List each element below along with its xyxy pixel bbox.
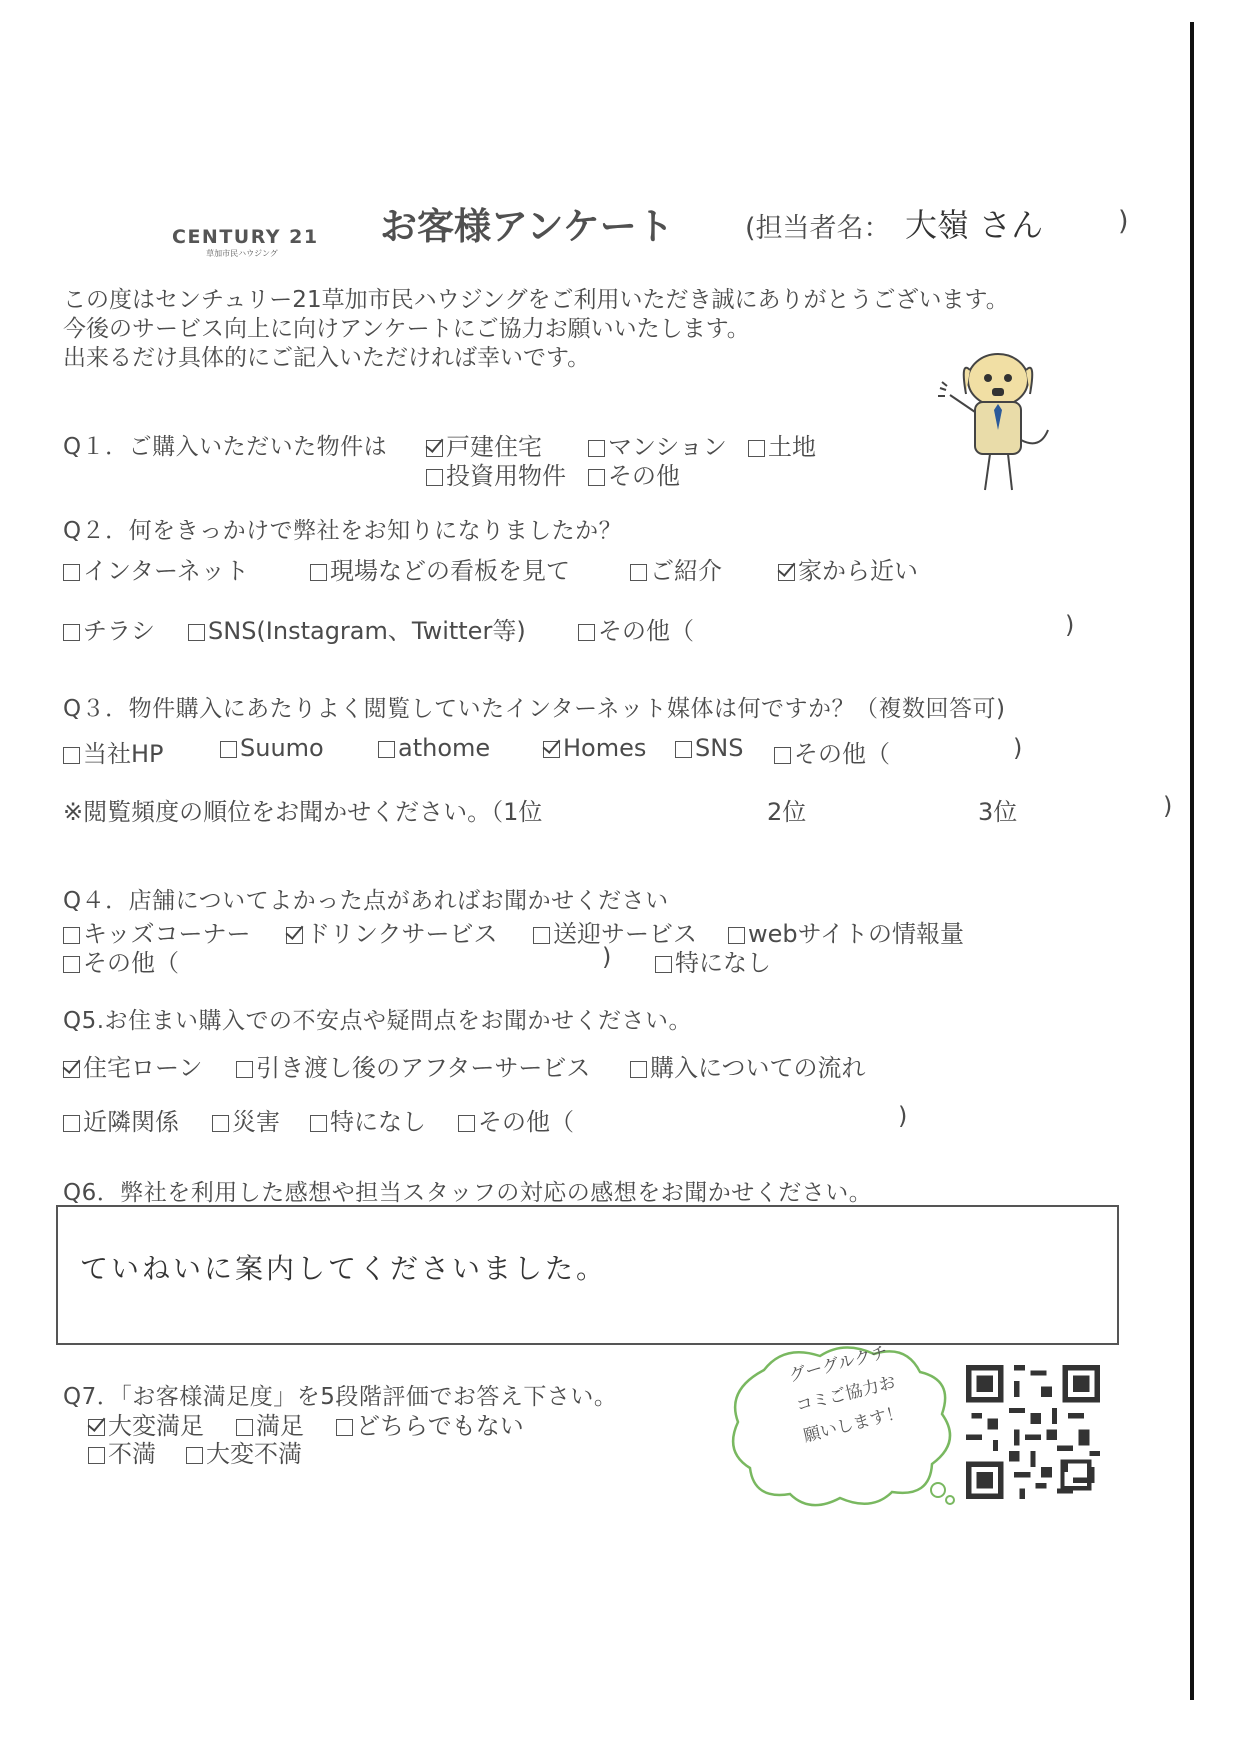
checkbox[interactable]	[588, 440, 605, 457]
q5-option-label: その他（	[478, 1108, 574, 1136]
q6-answer-text: ていねいに案内してくださいました。	[80, 1252, 608, 1285]
checkbox[interactable]	[212, 1115, 229, 1132]
q1-option-land[interactable]	[748, 427, 816, 462]
checkbox[interactable]	[310, 564, 327, 581]
checkbox[interactable]	[543, 741, 560, 758]
q4-option-label: ドリンクサービス	[306, 920, 498, 948]
checkbox[interactable]	[63, 747, 80, 764]
page-edge-rule	[1190, 22, 1194, 1700]
q3-option-homes[interactable]	[543, 734, 646, 762]
checkbox[interactable]	[533, 927, 550, 944]
q2-option-label: その他（	[598, 617, 694, 645]
q7-option-neutral[interactable]	[336, 1406, 524, 1441]
checkbox[interactable]	[88, 1447, 105, 1464]
q5-option-label: 引き渡し後のアフターサービス	[256, 1054, 591, 1082]
q4-option-label: キッズコーナー	[83, 920, 251, 948]
q5-option-label: 災害	[232, 1108, 280, 1136]
q4-other-close: )	[602, 943, 612, 971]
q7-option-very-dissatisfied[interactable]	[186, 1434, 302, 1469]
q7-option-label: 大変満足	[108, 1412, 204, 1440]
checkbox[interactable]	[63, 624, 80, 641]
q6-question: Q6．弊社を利用した感想や担当スタッフの対応の感想をお聞かせください。	[63, 1180, 873, 1206]
q3-option-company-hp[interactable]	[63, 734, 164, 769]
q3-option-label: athome	[398, 734, 491, 762]
checkbox[interactable]	[778, 564, 795, 581]
q7-question: Q7．「お客様満足度」を5段階評価でお答え下さい。	[63, 1384, 618, 1410]
q5-option-label: 購入についての流れ	[650, 1054, 866, 1082]
q2-option-sns[interactable]	[188, 611, 526, 646]
checkbox[interactable]	[630, 1061, 647, 1078]
staff-label: (担当者名：	[745, 213, 891, 244]
q1-option-label: その他	[608, 462, 680, 490]
q7-option-label: 大変不満	[206, 1440, 302, 1468]
q3-option-label: 当社HP	[83, 740, 164, 768]
qr-code-icon[interactable]	[966, 1365, 1100, 1499]
q5-option-other[interactable]	[458, 1102, 574, 1137]
intro-line-1: この度はセンチュリー21草加市民ハウジングをご利用いただき誠にありがとうございます。	[63, 287, 1009, 313]
checkbox[interactable]	[63, 564, 80, 581]
q4-option-label: 送迎サービス	[553, 920, 697, 948]
q7-option-label: 不満	[108, 1440, 156, 1468]
checkbox[interactable]	[63, 1061, 80, 1078]
q5-option-neighbors[interactable]	[63, 1102, 179, 1137]
q1-option-label: 土地	[768, 433, 816, 461]
q3-option-label: その他（	[794, 740, 890, 768]
q2-option-label: インターネット	[83, 557, 249, 585]
q3-option-label: SNS	[695, 734, 744, 762]
q2-other-close: )	[1065, 611, 1075, 639]
q3-other-close: )	[1013, 734, 1023, 762]
checkbox[interactable]	[426, 440, 443, 457]
q5-option-label: 住宅ローン	[83, 1054, 203, 1082]
q5-other-close: )	[898, 1102, 908, 1130]
q3-option-label: Suumo	[240, 734, 324, 762]
cloud-line-1: グーグルクチ	[786, 1342, 890, 1387]
checkbox[interactable]	[188, 624, 205, 641]
logo-text: CENTURY 21	[172, 226, 319, 248]
checkbox[interactable]	[63, 956, 80, 973]
intro	[63, 286, 1009, 373]
q3-rank-2: 2位	[767, 798, 807, 826]
mascot-dog-illustration	[930, 350, 1060, 500]
q5-option-after-service[interactable]	[236, 1048, 590, 1083]
q4-option-label: webサイトの情報量	[748, 920, 964, 948]
checkbox[interactable]	[655, 956, 672, 973]
checkbox[interactable]	[748, 440, 765, 457]
checkbox[interactable]	[728, 927, 745, 944]
q5-option-nothing[interactable]	[310, 1102, 426, 1137]
q4-option-label: 特になし	[675, 949, 771, 977]
checkbox[interactable]	[588, 469, 605, 486]
checkbox[interactable]	[774, 747, 791, 764]
checkbox[interactable]	[63, 1115, 80, 1132]
logo-subtext: 草加市民ハウジング	[206, 249, 278, 258]
q4-question: Q４．店舗についてよかった点があればお聞かせください	[63, 888, 669, 914]
q1-option-label: 投資用物件	[446, 462, 566, 490]
q1-option-other[interactable]	[588, 456, 680, 491]
q4-option-drink-service[interactable]	[286, 914, 498, 949]
q3-option-label: Homes	[563, 734, 647, 762]
checkbox[interactable]	[630, 564, 647, 581]
checkbox[interactable]	[236, 1061, 253, 1078]
q4-option-label: その他（	[83, 949, 179, 977]
staff-close: )	[1118, 206, 1129, 237]
cloud-line-3: 願いします！	[801, 1402, 906, 1447]
checkbox[interactable]	[220, 741, 237, 758]
q6-answer-box[interactable]	[56, 1205, 1119, 1345]
q5-option-mortgage[interactable]	[63, 1048, 203, 1083]
logo	[172, 226, 319, 259]
checkbox[interactable]	[675, 741, 692, 758]
checkbox[interactable]	[186, 1447, 203, 1464]
q2-option-signboard[interactable]	[310, 551, 570, 586]
q2-option-label: チラシ	[83, 617, 155, 645]
page-title: お客様アンケート	[380, 205, 674, 248]
checkbox[interactable]	[426, 469, 443, 486]
q2-option-label: SNS(Instagram、Twitter等)	[208, 617, 526, 645]
q7-option-label: 満足	[256, 1412, 304, 1440]
q2-option-referral[interactable]	[630, 551, 722, 586]
q2-option-label: 現場などの看板を見て	[330, 557, 570, 585]
q3-rank-close: )	[1163, 792, 1173, 820]
q1-question: Q１．ご購入いただいた物件は	[63, 434, 388, 460]
checkbox[interactable]	[286, 927, 303, 944]
q3-option-sns[interactable]	[675, 734, 743, 762]
checkbox[interactable]	[458, 1115, 475, 1132]
checkbox[interactable]	[336, 1419, 353, 1436]
q5-question: Q5.お住まい購入での不安点や疑問点をお聞かせください。	[63, 1008, 693, 1034]
checkbox[interactable]	[578, 624, 595, 641]
q5-option-label: 近隣関係	[83, 1108, 179, 1136]
q3-rank-3: 3位	[978, 798, 1018, 826]
q1-option-label: マンション	[608, 433, 727, 461]
q3-question: Q３．物件購入にあたりよく閲覧していたインターネット媒体は何ですか？（複数回答可)	[63, 696, 1006, 722]
q2-option-near-home[interactable]	[778, 551, 918, 586]
q7-option-dissatisfied[interactable]	[88, 1434, 156, 1469]
q4-option-other[interactable]	[63, 943, 179, 978]
checkbox[interactable]	[310, 1115, 327, 1132]
q1-option-investment[interactable]	[426, 456, 566, 491]
q5-option-disaster[interactable]	[212, 1102, 280, 1137]
q2-option-label: ご紹介	[650, 557, 722, 585]
intro-line-2: 今後のサービス向上に向けアンケートにご協力お願いいたします。	[63, 316, 750, 342]
q5-option-purchase-flow[interactable]	[630, 1048, 866, 1083]
q2-option-other[interactable]	[578, 611, 694, 646]
q4-option-nothing[interactable]	[655, 943, 771, 978]
q2-option-flyer[interactable]	[63, 611, 155, 646]
q3-option-other[interactable]	[774, 734, 890, 769]
intro-line-3: 出来るだけ具体的にご記入いただければ幸いです。	[63, 345, 591, 371]
q1-option-label: 戸建住宅	[446, 433, 542, 461]
q7-option-label: どちらでもない	[356, 1412, 524, 1440]
q3-option-suumo[interactable]	[220, 734, 324, 762]
q3-option-athome[interactable]	[378, 734, 490, 762]
q2-option-internet[interactable]	[63, 551, 249, 586]
q3-rank-prompt: ※閲覧頻度の順位をお聞かせください。（1位	[63, 798, 543, 826]
q2-option-label: 家から近い	[798, 557, 918, 585]
q5-option-label: 特になし	[330, 1108, 426, 1136]
checkbox[interactable]	[63, 927, 80, 944]
staff-name: 大嶺 さん	[905, 206, 1044, 244]
q2-question: Q２．何をきっかけで弊社をお知りになりましたか？	[63, 518, 623, 544]
cloud-line-2: コミご協力お	[793, 1372, 898, 1417]
checkbox[interactable]	[378, 741, 395, 758]
